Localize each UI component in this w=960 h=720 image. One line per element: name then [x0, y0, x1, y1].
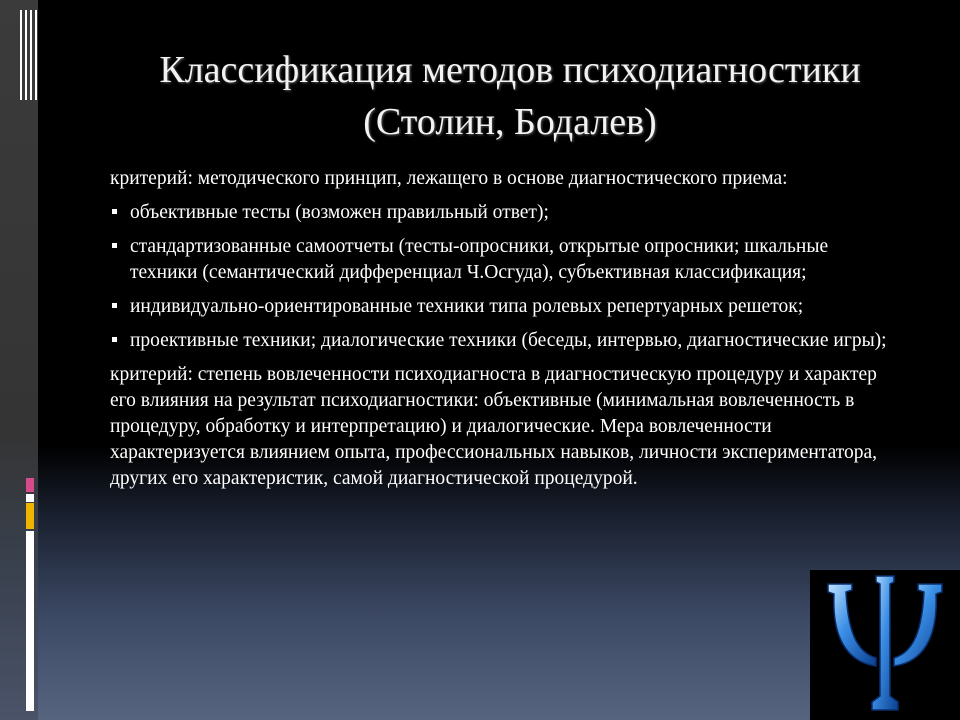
bullet-square-icon	[112, 209, 117, 214]
list-item	[110, 328, 890, 354]
list-item-text: индивидуально-ориентированные техники типа ролевых репертуарных решеток;	[130, 296, 804, 317]
title-line-2: (Столин, Бодалев)	[363, 101, 657, 143]
psi-symbol-icon	[810, 570, 960, 720]
list-item-text: стандартизованные самоотчеты (тесты-опросники, открытые опросники; шкальные техники (семантический дифференциал Ч.Осгуда), субъективная классификация;	[130, 236, 829, 283]
slide-body	[110, 166, 890, 500]
bullet-square-icon	[112, 303, 117, 308]
criterion-2: критерий: степень вовлеченности психодиагноста в диагностическую процедуру и характер его влияния на результат психодиагностики: объективные (минимальная вовлеченность в процедуру, обработку и интерпретацию) и диалогические. Мера вовлеченности характеризуется влиянием опыта, профессиональных навыков, личности экспериментатора, других его характеристик, самой диагностической процедурой.	[110, 364, 878, 489]
slide-title	[80, 44, 940, 148]
list-item	[110, 294, 890, 320]
title-line-1: Классификация методов психодиагностики	[159, 49, 861, 91]
bullet-square-icon	[112, 337, 117, 342]
bullet-list	[110, 200, 890, 354]
list-item-text: проективные техники; диалогические техники (беседы, интервью, диагностические игры);	[130, 330, 887, 351]
list-item	[110, 234, 890, 286]
list-item-text: объективные тесты (возможен правильный ответ);	[130, 202, 549, 223]
bullet-square-icon	[112, 243, 117, 248]
criterion-1: критерий: методического принцип, лежащего в основе диагностического приема:	[110, 168, 788, 189]
list-item	[110, 200, 890, 226]
side-decoration	[20, 0, 42, 720]
